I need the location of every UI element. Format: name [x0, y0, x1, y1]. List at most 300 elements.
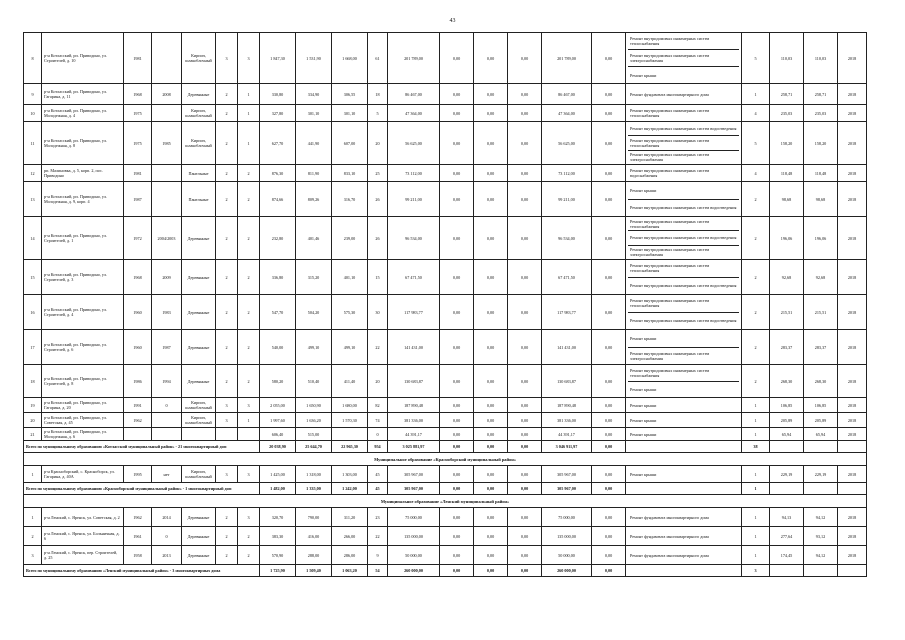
cell-a2: 510,40: [296, 365, 332, 398]
cell-fl: 2: [216, 527, 238, 546]
cell-s3: 0,00: [474, 546, 508, 565]
cell-s2: 0,00: [440, 428, 474, 441]
work-item: Ремонт внутридомовых инженерных систем теплоснабжения: [630, 108, 710, 118]
cell-s1: 47 364,00: [388, 105, 440, 122]
cell-works: [626, 295, 742, 330]
work-item: Ремонт внутридомовых инженерных систем водоотведения: [630, 283, 737, 289]
cell-k: 5: [742, 33, 770, 84]
cell-u1: 110,03: [770, 33, 804, 84]
cell-s6: 0,00: [592, 217, 626, 260]
cell-yr: 2018: [838, 413, 867, 428]
cell-u2: 94,12: [804, 508, 838, 527]
cell-s4: 0,00: [508, 413, 542, 428]
total-blank: [804, 565, 838, 577]
total-s2: 0,00: [440, 441, 474, 453]
work-item: Ремонт внутридомовых инженерных систем теплоснабжения: [628, 260, 739, 278]
cell-fl: [216, 428, 238, 441]
cell-s2: 0,00: [440, 33, 474, 84]
total-label: Всего по муниципальному образованию «Ленский муниципальный район» - 3 многоквартирных дома: [24, 565, 260, 577]
cell-fl: 2: [216, 84, 238, 105]
cell-a3: 575,30: [332, 295, 368, 330]
cell-s1: 117 983,77: [388, 295, 440, 330]
cell-u2: 110,03: [804, 33, 838, 84]
cell-en: 1: [238, 84, 260, 105]
cell-u1: 106,85: [770, 398, 804, 413]
cell-a2: 1 318,00: [296, 466, 332, 483]
work-item: Ремонт фундамента многоквартирного дома: [630, 533, 709, 539]
cell-yr: 2018: [838, 428, 867, 441]
cell-mat: Деревянные: [182, 527, 216, 546]
cell-s6: 0,00: [592, 33, 626, 84]
total-blank: [770, 441, 804, 453]
table-row: [24, 546, 867, 565]
cell-s3: 0,00: [474, 165, 508, 182]
cell-s3: 0,00: [474, 33, 508, 84]
cell-s5: 117 983,77: [542, 295, 592, 330]
cell-s5: 201 789,00: [542, 33, 592, 84]
cell-n: 3: [24, 546, 42, 565]
work-item: Ремонт внутридомовых инженерных систем водоотведения: [628, 231, 739, 245]
cell-yr: 2018: [838, 330, 867, 365]
cell-s1: 67 471,50: [388, 260, 440, 295]
work-item: Ремонт внутридомовых инженерных систем водоотведения: [628, 122, 739, 136]
cell-s5: 73 112,00: [542, 165, 592, 182]
cell-yr: 2018: [838, 260, 867, 295]
cell-addr: р-н Котласский, рп. Приводино, ул. Молодежная, д. 4: [42, 105, 124, 122]
cell-n: 12: [24, 165, 42, 182]
cell-s2: 0,00: [440, 330, 474, 365]
cell-n: 14: [24, 217, 42, 260]
cell-s6: 0,00: [592, 508, 626, 527]
cell-s5: 44 391,17: [542, 428, 592, 441]
cell-en: [238, 428, 260, 441]
cell-s4: 0,00: [508, 105, 542, 122]
cell-u1: 92,68: [770, 260, 804, 295]
cell-k: 1: [742, 413, 770, 428]
cell-a1: 1 847,30: [260, 33, 296, 84]
cell-s6: 0,00: [592, 428, 626, 441]
cell-addr: р-н Ленский, с. Яренск, пер. Строителей, д. 25: [42, 546, 124, 565]
table-row: [24, 508, 867, 527]
total-s4: 0,00: [508, 565, 542, 577]
table-row: [24, 330, 867, 365]
cell-s5: 75 000,00: [542, 508, 592, 527]
total-s1: 3 025 881,97: [388, 441, 440, 453]
cell-y2: 0: [152, 527, 182, 546]
cell-s6: 0,00: [592, 330, 626, 365]
cell-a3: 1 570,30: [332, 413, 368, 428]
cell-a3: 239,00: [332, 217, 368, 260]
cell-a2: 515,00: [296, 428, 332, 441]
cell-a2: 1 636,20: [296, 413, 332, 428]
cell-u1: 98,68: [770, 182, 804, 217]
section-title: Муниципальное образование «Ленский муниципальный район»: [24, 495, 867, 508]
cell-a2: 1 531,90: [296, 33, 332, 84]
section-row: [24, 495, 867, 508]
total-k: 38: [742, 441, 770, 453]
total-k: 1: [742, 483, 770, 495]
total-p: 54: [368, 565, 388, 577]
cell-s3: 0,00: [474, 413, 508, 428]
cell-y2: нет: [152, 466, 182, 483]
cell-p: 20: [368, 365, 388, 398]
cell-s2: 0,00: [440, 295, 474, 330]
cell-en: 2: [238, 165, 260, 182]
cell-addr: р-н Котласский, рп. Приводино, ул. Строителей, д. 10: [42, 33, 124, 84]
cell-a1: 330,80: [260, 84, 296, 105]
cell-k: 2: [742, 330, 770, 365]
total-a2: 25 644,70: [296, 441, 332, 453]
total-a2: 1 509,40: [296, 565, 332, 577]
cell-u2: 158,20: [804, 122, 838, 165]
cell-s3: 0,00: [474, 84, 508, 105]
cell-k: 5: [742, 122, 770, 165]
cell-k: 2: [742, 365, 770, 398]
table-row: [24, 122, 867, 165]
cell-k: 2: [742, 217, 770, 260]
cell-a1: 336,80: [260, 260, 296, 295]
cell-fl: 2: [216, 365, 238, 398]
cell-a1: 320,70: [260, 508, 296, 527]
cell-a3: 306,55: [332, 84, 368, 105]
cell-addr: р-н Котласский, рп. Приводино, ул. Молодежная, д. 8: [42, 122, 124, 165]
cell-works: [626, 527, 742, 546]
cell-s6: 0,00: [592, 295, 626, 330]
total-s4: 0,00: [508, 483, 542, 495]
cell-n: 11: [24, 122, 42, 165]
cell-a2: 1 650,90: [296, 398, 332, 413]
cell-s3: 0,00: [474, 295, 508, 330]
cell-s2: 0,00: [440, 527, 474, 546]
table-row: [24, 527, 867, 546]
cell-s6: 0,00: [592, 182, 626, 217]
cell-u2: 258,71: [804, 84, 838, 105]
cell-a1: 2 055,00: [260, 398, 296, 413]
table-row: [24, 365, 867, 398]
cell-s3: 0,00: [474, 260, 508, 295]
cell-yr: 2018: [838, 527, 867, 546]
cell-s5: 99 211,00: [542, 182, 592, 217]
section-title: Муниципальное образование «Красноборский муниципальный район»: [24, 453, 867, 466]
cell-k: 2: [742, 295, 770, 330]
cell-u2: 215,51: [804, 295, 838, 330]
total-blank: [838, 565, 867, 577]
cell-fl: 2: [216, 295, 238, 330]
work-item: Ремонт внутридомовых инженерных систем теплоснабжения: [628, 217, 739, 231]
cell-yr: 2018: [838, 105, 867, 122]
cell-yr: 2018: [838, 546, 867, 565]
cell-mat: Деревянные: [182, 260, 216, 295]
cell-p: 25: [368, 165, 388, 182]
cell-a3: 833,10: [332, 165, 368, 182]
cell-works: [626, 413, 742, 428]
cell-addr: р-н Котласский, рп. Приводино, ул. Молодежная, д. 6: [42, 428, 124, 441]
cell-a2: 504,20: [296, 295, 332, 330]
cell-works: [626, 105, 742, 122]
cell-p: 22: [368, 330, 388, 365]
cell-addr: р-н Котласский, рп. Приводино, ул. Строителей, д. 3: [42, 260, 124, 295]
total-blank: [804, 441, 838, 453]
cell-p: 26: [368, 182, 388, 217]
cell-works: [626, 546, 742, 565]
cell-u2: 283,37: [804, 330, 838, 365]
cell-s4: 0,00: [508, 260, 542, 295]
cell-k: 1: [742, 466, 770, 483]
cell-a1: 547,70: [260, 295, 296, 330]
cell-k: 4: [742, 105, 770, 122]
cell-mat: Деревянные: [182, 84, 216, 105]
cell-y1: 1981: [124, 165, 152, 182]
cell-k: 2: [742, 182, 770, 217]
cell-p: 45: [368, 466, 388, 483]
cell-s1: 73 112,00: [388, 165, 440, 182]
total-a2: 1 335,00: [296, 483, 332, 495]
cell-addr: р-н Ленский, с. Яренск, ул. Советская, д. 2: [42, 508, 124, 527]
cell-s5: 141 431,00: [542, 330, 592, 365]
cell-yr: 2018: [838, 182, 867, 217]
cell-s6: 0,00: [592, 527, 626, 546]
cell-s4: 0,00: [508, 84, 542, 105]
cell-a3: 411,40: [332, 365, 368, 398]
table-row: [24, 217, 867, 260]
cell-u2: 94,12: [804, 546, 838, 565]
cell-a3: 311,20: [332, 508, 368, 527]
cell-s3: 0,00: [474, 105, 508, 122]
cell-y2: [152, 182, 182, 217]
cell-a1: 1 997,60: [260, 413, 296, 428]
section-row: [24, 453, 867, 466]
cell-s4: 0,00: [508, 33, 542, 84]
cell-s1: 135 000,00: [388, 527, 440, 546]
total-s6: 0,00: [592, 483, 626, 495]
cell-u2: 106,85: [804, 398, 838, 413]
cell-a2: 315,20: [296, 260, 332, 295]
cell-fl: 2: [216, 546, 238, 565]
cell-s5: 187 890,48: [542, 398, 592, 413]
total-label: Всего по муниципальному образованию «Красноборский муниципальный район» - 1 многоквартирный дом: [24, 483, 260, 495]
cell-a2: 809,26: [296, 182, 332, 217]
cell-s4: 0,00: [508, 527, 542, 546]
cell-n: 21: [24, 428, 42, 441]
cell-u1: 229,19: [770, 466, 804, 483]
cell-k: 1: [742, 546, 770, 565]
cell-works: [626, 182, 742, 217]
cell-y1: 1968: [124, 84, 152, 105]
cell-s6: 0,00: [592, 546, 626, 565]
cell-fl: 3: [216, 466, 238, 483]
work-item: Ремонт крыши: [630, 386, 657, 392]
cell-mat: Кирпич, шлакоблочный: [182, 466, 216, 483]
cell-en: 3: [238, 398, 260, 413]
cell-a3: 316,70: [332, 182, 368, 217]
cell-u2: 235,03: [804, 105, 838, 122]
cell-y2: 1994: [152, 365, 182, 398]
cell-p: 30: [368, 295, 388, 330]
cell-a3: 1 680,00: [332, 398, 368, 413]
cell-s1: 75 000,00: [388, 508, 440, 527]
total-a1: 1 725,90: [260, 565, 296, 577]
cell-en: 2: [238, 260, 260, 295]
cell-a3: [332, 428, 368, 441]
cell-y1: 1960: [124, 295, 152, 330]
cell-works: [626, 428, 742, 441]
total-blank: [838, 441, 867, 453]
cell-en: 2: [238, 182, 260, 217]
cell-s6: 0,00: [592, 413, 626, 428]
cell-y1: 1961: [124, 527, 152, 546]
cell-mat: Кирпич, шлакоблочный: [182, 105, 216, 122]
cell-addr: р-н Котласский, рп. Приводино, ул. Строителей, д. 8: [42, 365, 124, 398]
cell-a2: 441,90: [296, 122, 332, 165]
cell-fl: 2: [216, 122, 238, 165]
cell-s2: 0,00: [440, 182, 474, 217]
cell-s4: 0,00: [508, 295, 542, 330]
total-s6: 0,00: [592, 441, 626, 453]
cell-y2: 2004/2003: [152, 217, 182, 260]
work-item: Ремонт внутридомовых инженерных систем теплоснабжения: [628, 136, 739, 150]
cell-yr: 2018: [838, 365, 867, 398]
cell-works: [626, 508, 742, 527]
cell-p: 9: [368, 546, 388, 565]
cell-n: 2: [24, 527, 42, 546]
cell-fl: 3: [216, 398, 238, 413]
cell-works: [626, 84, 742, 105]
cell-s3: 0,00: [474, 122, 508, 165]
total-works: [626, 483, 742, 495]
cell-fl: 2: [216, 330, 238, 365]
cell-en: 2: [238, 295, 260, 330]
cell-u1: 196,06: [770, 217, 804, 260]
cell-s6: 0,00: [592, 398, 626, 413]
cell-addr: рп. Малиновка, д. 5, корп. 2, пос. Приводино: [42, 165, 124, 182]
cell-s2: 0,00: [440, 466, 474, 483]
cell-a1: 327,80: [260, 105, 296, 122]
cell-a1: 1 425,00: [260, 466, 296, 483]
cell-n: 19: [24, 398, 42, 413]
cell-s4: 0,00: [508, 330, 542, 365]
cell-mat: Деревянные: [182, 295, 216, 330]
table-row: [24, 428, 867, 441]
cell-u1: 268,30: [770, 365, 804, 398]
cell-a2: 401,46: [296, 217, 332, 260]
cell-y2: [152, 428, 182, 441]
table-row: [24, 182, 867, 217]
total-works: [626, 441, 742, 453]
cell-u1: 205,89: [770, 413, 804, 428]
work-item: Ремонт крыши: [630, 402, 657, 408]
cell-en: 1: [238, 122, 260, 165]
cell-u2: 229,19: [804, 466, 838, 483]
cell-s5: 130 683,87: [542, 365, 592, 398]
cell-s6: 0,00: [592, 260, 626, 295]
table-row: [24, 413, 867, 428]
total-s5: 305 967,00: [542, 483, 592, 495]
page-number: 43: [449, 18, 456, 24]
cell-a2: 790,00: [296, 508, 332, 527]
cell-en: 3: [238, 466, 260, 483]
cell-p: 74: [368, 413, 388, 428]
cell-s4: 0,00: [508, 428, 542, 441]
cell-en: 2: [238, 365, 260, 398]
cell-addr: р-н Котласский, рп. Приводино, ул. Строителей, д. 1: [42, 217, 124, 260]
cell-a3: 301,10: [332, 105, 368, 122]
cell-p: 5: [368, 105, 388, 122]
cell-y1: 1962: [124, 508, 152, 527]
cell-a3: 286,00: [332, 546, 368, 565]
work-item: Ремонт фундамента многоквартирного дома: [630, 552, 709, 558]
work-item: Ремонт внутридомовых инженерных систем электроснабжения: [630, 350, 710, 361]
cell-s1: 99 211,00: [388, 182, 440, 217]
work-item: Ремонт крыши: [630, 471, 657, 477]
cell-a2: 301,10: [296, 105, 332, 122]
housing-repair-table: [23, 32, 867, 577]
cell-y2: [152, 165, 182, 182]
cell-a3: 401,10: [332, 260, 368, 295]
cell-en: 2: [238, 546, 260, 565]
cell-s1: 44 391,17: [388, 428, 440, 441]
cell-y2: [152, 33, 182, 84]
cell-s3: 0,00: [474, 182, 508, 217]
cell-k: 1: [742, 84, 770, 105]
total-k: 3: [742, 565, 770, 577]
cell-mat: Деревянные: [182, 330, 216, 365]
cell-s4: 0,00: [508, 365, 542, 398]
cell-fl: 2: [216, 260, 238, 295]
cell-y2: 2009: [152, 260, 182, 295]
total-p: 45: [368, 483, 388, 495]
cell-fl: 3: [216, 33, 238, 84]
cell-s4: 0,00: [508, 466, 542, 483]
cell-y1: 1995: [124, 466, 152, 483]
cell-y1: [124, 428, 152, 441]
cell-y1: 1968: [124, 260, 152, 295]
work-item: Ремонт крыши: [630, 431, 657, 437]
cell-fl: 2: [216, 508, 238, 527]
cell-s3: 0,00: [474, 527, 508, 546]
cell-s4: 0,00: [508, 546, 542, 565]
cell-y1: 1986: [124, 365, 152, 398]
cell-n: 16: [24, 295, 42, 330]
cell-yr: 2018: [838, 398, 867, 413]
work-item: Ремонт фундамента многоквартирного дома: [630, 514, 709, 520]
cell-s1: 96 534,00: [388, 217, 440, 260]
cell-works: [626, 330, 742, 365]
cell-works: [626, 217, 742, 260]
total-s1: 305 967,00: [388, 483, 440, 495]
cell-s6: 0,00: [592, 165, 626, 182]
cell-addr: р-н Красноборский, с. Красноборск, ул. Гагарина, д. 40А: [42, 466, 124, 483]
cell-n: 9: [24, 84, 42, 105]
cell-n: 15: [24, 260, 42, 295]
cell-y1: 1981: [124, 33, 152, 84]
cell-u1: 258,71: [770, 84, 804, 105]
cell-a2: 288,00: [296, 546, 332, 565]
cell-n: 13: [24, 182, 42, 217]
total-s2: 0,00: [440, 565, 474, 577]
cell-mat: Панельные: [182, 165, 216, 182]
cell-s3: 0,00: [474, 508, 508, 527]
cell-y2: 2008: [152, 84, 182, 105]
cell-a3: 266,00: [332, 527, 368, 546]
cell-k: 1: [742, 508, 770, 527]
cell-s5: 135 000,00: [542, 527, 592, 546]
cell-u2: 65,94: [804, 428, 838, 441]
cell-s5: 50 000,00: [542, 546, 592, 565]
cell-s2: 0,00: [440, 365, 474, 398]
cell-y2: 2014: [152, 508, 182, 527]
cell-s4: 0,00: [508, 508, 542, 527]
cell-a2: 499,10: [296, 330, 332, 365]
